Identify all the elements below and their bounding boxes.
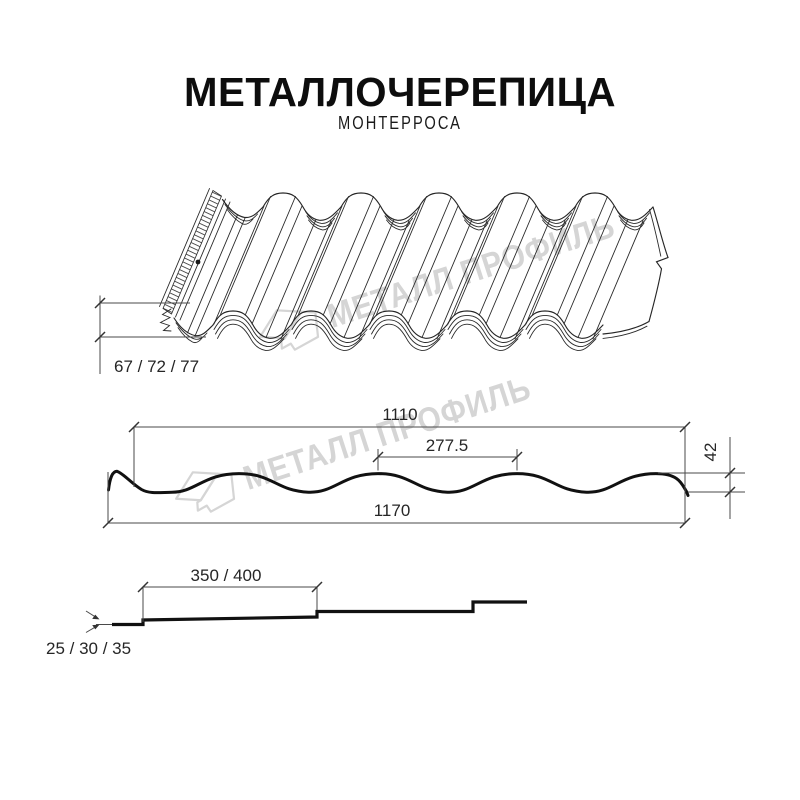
step-height-label: 25 / 30 / 35: [46, 639, 132, 658]
fastener-dot: [196, 260, 201, 265]
step-profile-view: [46, 566, 527, 658]
wave-pitch-label: 277.5: [425, 436, 469, 455]
perspective-step-height-dimension: [95, 296, 206, 377]
page-title: МЕТАЛЛОЧЕРЕПИЦА: [184, 69, 616, 115]
sheet-cut-edge: [163, 191, 222, 315]
profile-height-dimension: [658, 437, 745, 519]
cover-width-label: 1110: [382, 405, 418, 424]
watermark-on-cross-section: [170, 365, 536, 521]
full-width-label: 1170: [373, 501, 411, 520]
profile-height-label: 42: [701, 442, 720, 462]
module-length-label: 350 / 400: [190, 566, 262, 585]
step-profile-line: [112, 602, 527, 625]
step-height-dimension: [46, 611, 131, 658]
page-subtitle: МОНТЕРРОСА: [338, 113, 462, 133]
step-height-label: 67 / 72 / 77: [114, 357, 200, 376]
module-length-dimension: [138, 566, 322, 622]
profile-curve: [109, 471, 689, 495]
watermark-on-perspective: [254, 203, 620, 359]
